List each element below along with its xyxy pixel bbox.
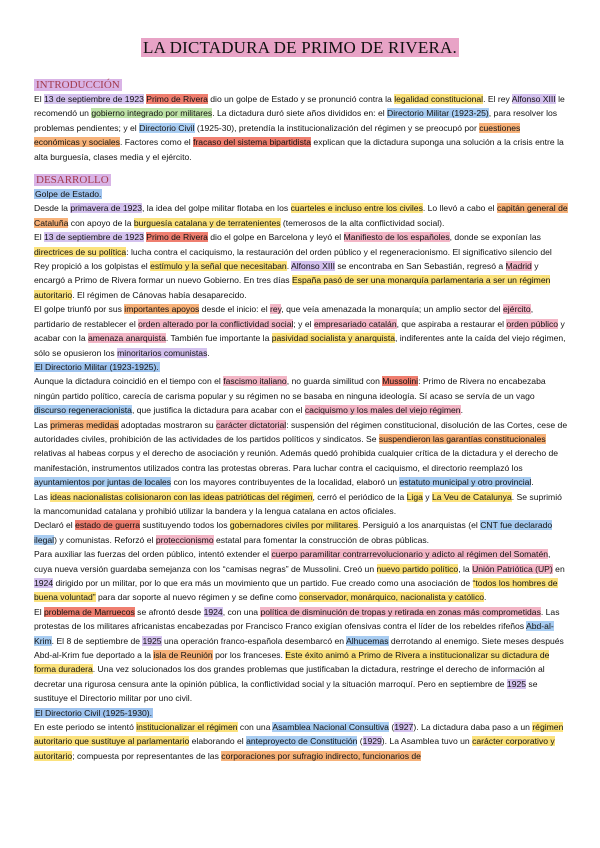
highlight: Alhucemas — [345, 635, 389, 646]
highlight: isla de Reunión — [153, 650, 213, 661]
paragraph-militar-3: Las ideas nacionalistas colisionaron con las ideas patrióticas del régimen, cerró el periódico de la Liga y La Veu de Catalunya. Se suprimió la mancomunidad catalana y prohibió utilizar la bandera y la lengua catalana en actos oficiales. — [34, 491, 562, 516]
highlight: Directorio Militar (1923-25) — [387, 108, 489, 119]
highlight: 1929 — [362, 736, 382, 747]
highlight: caciquismo y los males del viejo régimen — [304, 405, 461, 416]
highlight: burguesía catalana y de terratenientes — [133, 217, 281, 228]
highlight: régimen autoritario que sustituye al parlamentario — [34, 722, 564, 747]
highlight: ideas nacionalistas colisionaron con las ideas patrióticas del régimen — [50, 491, 313, 502]
paragraph-golpe-1: Desde la primavera de 1923, la idea del golpe militar flotaba en los cuarteles e incluso entre los civiles. Lo llevó a cabo el capitán general de Cataluña con apoyo de la burguesía catalana y de terratenientes (temerosos de la alta conflictividad social). — [34, 203, 568, 228]
highlight: 1924 — [203, 606, 223, 617]
paragraph-civil-1: En este periodo se intentó institucionalizar el régimen con una Asamblea Nacional Consultiva (1927). La dictadura daba paso a un régimen autoritario que sustituye al parlamentario elaborando el anteproyecto de Constitución (1929). La Asamblea tuvo un carácter corporativo y autoritario; compuesta por representantes de las corporaciones por sufragio indirecto, funcionarios de — [34, 722, 564, 761]
highlight: “todos los hombres de buena voluntad” — [34, 578, 558, 603]
paragraph-militar-4: Declaró el estado de guerra sustituyendo todos los gobernadores civiles por militares. Persiguió a los anarquistas (el CNT fue declarado ilegal) y comunistas. Reforzó el proteccionismo estatal para fomentar la construcción de obras públicas. — [34, 520, 553, 545]
highlight: ayuntamientos por juntas de locales — [34, 477, 172, 488]
subheading-directorio-civil: El Directorio Civil (1925-1930). — [35, 707, 153, 718]
highlight: rey — [270, 304, 282, 315]
highlight: discurso regeneracionista — [34, 405, 132, 416]
highlight: Manifiesto de los españoles — [343, 232, 450, 243]
highlight: cuerpo paramilitar contrarrevolucionario y adicto al régimen del Somatén — [271, 549, 549, 560]
highlight: Alfonso XIII — [511, 94, 556, 104]
highlight: nuevo partido político — [376, 563, 459, 574]
highlight: proteccionismo — [155, 534, 214, 545]
highlight: Madrid — [505, 261, 532, 272]
highlight: anteproyecto de Constitución — [246, 736, 358, 747]
highlight: directrices de su política — [34, 246, 127, 257]
paragraph-intro: El 13 de septiembre de 1923 Primo de Rivera dio un golpe de Estado y se pronunció contra la legalidad constitucional. El rey Alfonso XIII le recomendó un gobierno integrado por militares. La dictadura duró siete años divididos en: el Directorio Militar (1923-25), para resolver los problemas pendientes; y el Directorio Civil (1925-30), pretendía la institucionalización del régimen y se preocupó por cuestiones económicas y sociales. Factores como el fracaso del sistema bipartidista explican que la dictadura suponga una solución a la crisis entre la alta burguesía, clases media y el ejército. — [34, 94, 565, 162]
highlight: pasividad socialista y anarquista — [271, 333, 395, 344]
paragraph-militar-1: Aunque la dictadura coincidió en el tiempo con el fascismo italiano, no guarda similitud con Mussolini: Primo de Rivera no encabezaba ningún partido político, carecía de carisma popular y su régimen no se basaba en ninguna ideología. Sí acaso se servía de un vago discurso regeneracionista, que justifica la dictadura para acabar con el caciquismo y los males del viejo régimen. — [34, 376, 546, 416]
highlight: institucionalizar el régimen — [136, 722, 238, 733]
highlight: CNT fue declarado ilegal — [34, 520, 553, 545]
highlight: carácter dictatorial — [216, 419, 287, 430]
highlight: legalidad constitucional — [394, 94, 484, 104]
section-heading-desarrollo: DESARROLLO — [36, 174, 109, 187]
paragraph-golpe-3: El golpe triunfó por sus importantes apoyos desde el inicio: el rey, que veía amenazada la monarquía; un amplio sector del ejército, partidario de restablecer el orden alterado por la conflictividad social; y el empresariado catalán, que aspiraba a restaurar el orden público y acabar con la amenaza anarquista. También fue importante la pasividad socialista y anarquista, indiferentes ante la caída del viejo régimen, sólo se opusieron los minoritarios comunistas. — [34, 304, 566, 358]
highlight: suspendieron las garantías constitucionales — [378, 433, 546, 444]
highlight: 1925 — [506, 678, 527, 689]
highlight: ejército — [502, 304, 531, 315]
highlight: capitán general de Cataluña — [34, 203, 568, 228]
highlight: Unión Patriótica (UP) — [472, 563, 553, 574]
document-body — [34, 78, 568, 763]
highlight: Directorio Civil — [139, 122, 195, 133]
highlight: 1925 — [142, 635, 162, 646]
highlight: carácter corporativo y autoritario — [34, 736, 555, 761]
highlight: 13 de septiembre de 1923 — [44, 94, 144, 104]
highlight: Abd-al-Krim — [34, 621, 554, 646]
highlight: primeras medidas — [50, 419, 119, 430]
paragraph-militar-2: Las primeras medidas adoptadas mostraron su carácter dictatorial: suspensión del régimen constitucional, disolución de las Cortes, cese de autoridades civiles, prohibición de las actividades de los partidos políticos y sindicatos. Se suspendieron las garantías constitucionales relativas al habeas corpus y el derecho de asociación y reunión. Además quedó prohibida cualquier crítica de la dictadura y el derecho de manifestación, instrumentos utilizados contra las protestas obreras. Para luchar contra el caciquismo, el directorio reemplazó los ayuntamientos por juntas de locales con los mayores contribuyentes de la localidad, elaboró un estatuto municipal y otro provincial. — [34, 419, 568, 488]
highlight: orden público — [506, 318, 559, 329]
highlight: estado de guerra — [75, 520, 141, 531]
paragraph-militar-5: Para auxiliar las fuerzas del orden público, intentó extender el cuerpo paramilitar contrarrevolucionario y adicto al régimen del Somatén, cuya nueva versión guardaba semejanza con los “camisas negras” de Mussolini. Creó un nuevo partido político, la Unión Patriótica (UP) en 1924 dirigido por un militar, por lo que era más un movimiento que un partido. Fue creado como una asociación de “todos los hombres de buena voluntad” para dar soporte al nuevo régimen y se define como conservador, monárquico, nacionalista y católico. — [34, 549, 565, 603]
highlight: Asamblea Nacional Consultiva — [272, 722, 389, 733]
highlight: Primo de Rivera — [146, 232, 208, 243]
highlight: corporaciones por sufragio indirecto, funcionarios de — [221, 750, 421, 761]
highlight: fascismo italiano — [223, 376, 287, 387]
highlight: importantes apoyos — [124, 304, 200, 315]
highlight: 1924 — [34, 578, 54, 588]
highlight: Mussolini — [382, 376, 419, 387]
highlight: gobernadores civiles por militares — [229, 520, 358, 531]
highlight: cuarteles e incluso entre los civiles — [290, 203, 423, 214]
paragraph-golpe-2: El 13 de septiembre de 1923 Primo de Rivera dio el golpe en Barcelona y leyó el Manifiesto de los españoles, donde se exponían las directrices de su política: lucha contra el caciquismo, la restauración del orden público y el regeneracionismo. El significativo silencio del Rey propició a los golpistas el estímulo y la señal que necesitaban. Alfonso XIII se encontraba en San Sebastián, regresó a Madrid y encargó a Primo de Rivera formar un nuevo Gobierno. En tres días España pasó de ser una monarquía parlamentaria a ser un régimen autoritario. El régimen de Cánovas había desaparecido. — [34, 232, 552, 300]
highlight: gobierno integrado por militares — [91, 108, 213, 119]
highlight: Liga — [406, 491, 423, 502]
highlight: primavera de 1923 — [70, 203, 142, 214]
highlight: Alfonso XIII — [291, 261, 335, 272]
section-heading-introduccion: INTRODUCCIÓN — [36, 79, 120, 91]
highlight: política de disminución de tropas y retirada en zonas más comprometidas — [260, 606, 541, 617]
subheading-golpe: Golpe de Estado. — [35, 189, 102, 200]
highlight: problema de Marruecos — [44, 606, 135, 617]
subheading-directorio-militar: El Directorio Militar (1923-1925). — [35, 361, 159, 372]
highlight: España pasó de ser una monarquía parlamentaria a ser un régimen autoritario — [34, 275, 551, 300]
highlight: 1927 — [394, 722, 414, 733]
highlight: Este éxito animó a Primo de Rivera a institucionalizar su dictadura de forma duradera — [34, 650, 550, 675]
highlight: minoritarios comunistas — [117, 347, 208, 358]
paragraph-militar-6: El problema de Marruecos se afrontó desde 1924, con una política de disminución de tropas y retirada en zonas más comprometidas. Las protestas de los militares africanistas encabezadas por Francisco Franco exigían ofensivas contra el líder de los rebeldes rifeños Abd-al-Krim. El 8 de septiembre de 1925 una operación franco-española desembarcó en Alhucemas derrotando al enemigo. Siete meses después Abd-al-Krim fue deportado a la isla de Reunión por los franceses. Este éxito animó a Primo de Rivera a institucionalizar su dictadura de forma duradera. Una vez solucionados los dos grandes problemas que justificaban la dictadura, restringe el derecho de información al decretar una rigurosa censura ante la opinión pública, la conflictividad social y la situación marroquí. Pero en septiembre de 1925 se sustituye el Directorio militar por uno civil. — [34, 606, 564, 704]
highlight: Primo de Rivera — [146, 94, 208, 104]
highlight: fracaso del sistema bipartidista — [193, 137, 312, 148]
highlight: La Veu de Catalunya — [431, 491, 512, 502]
highlight: orden alterado por la conflictividad social — [138, 318, 294, 329]
highlight: 13 de septiembre de 1923 — [44, 232, 144, 243]
highlight: estatuto municipal y otro provincial — [399, 477, 532, 488]
document-title: LA DICTADURA DE PRIMO DE RIVERA. — [143, 38, 457, 57]
highlight: cuestiones económicas y sociales — [34, 122, 521, 148]
highlight: conservador, monárquico, nacionalista y católico — [299, 592, 485, 603]
highlight: empresariado catalán — [313, 318, 397, 329]
highlight: estímulo y la señal que necesitaban — [150, 261, 287, 272]
highlight: amenaza anarquista — [87, 333, 166, 344]
